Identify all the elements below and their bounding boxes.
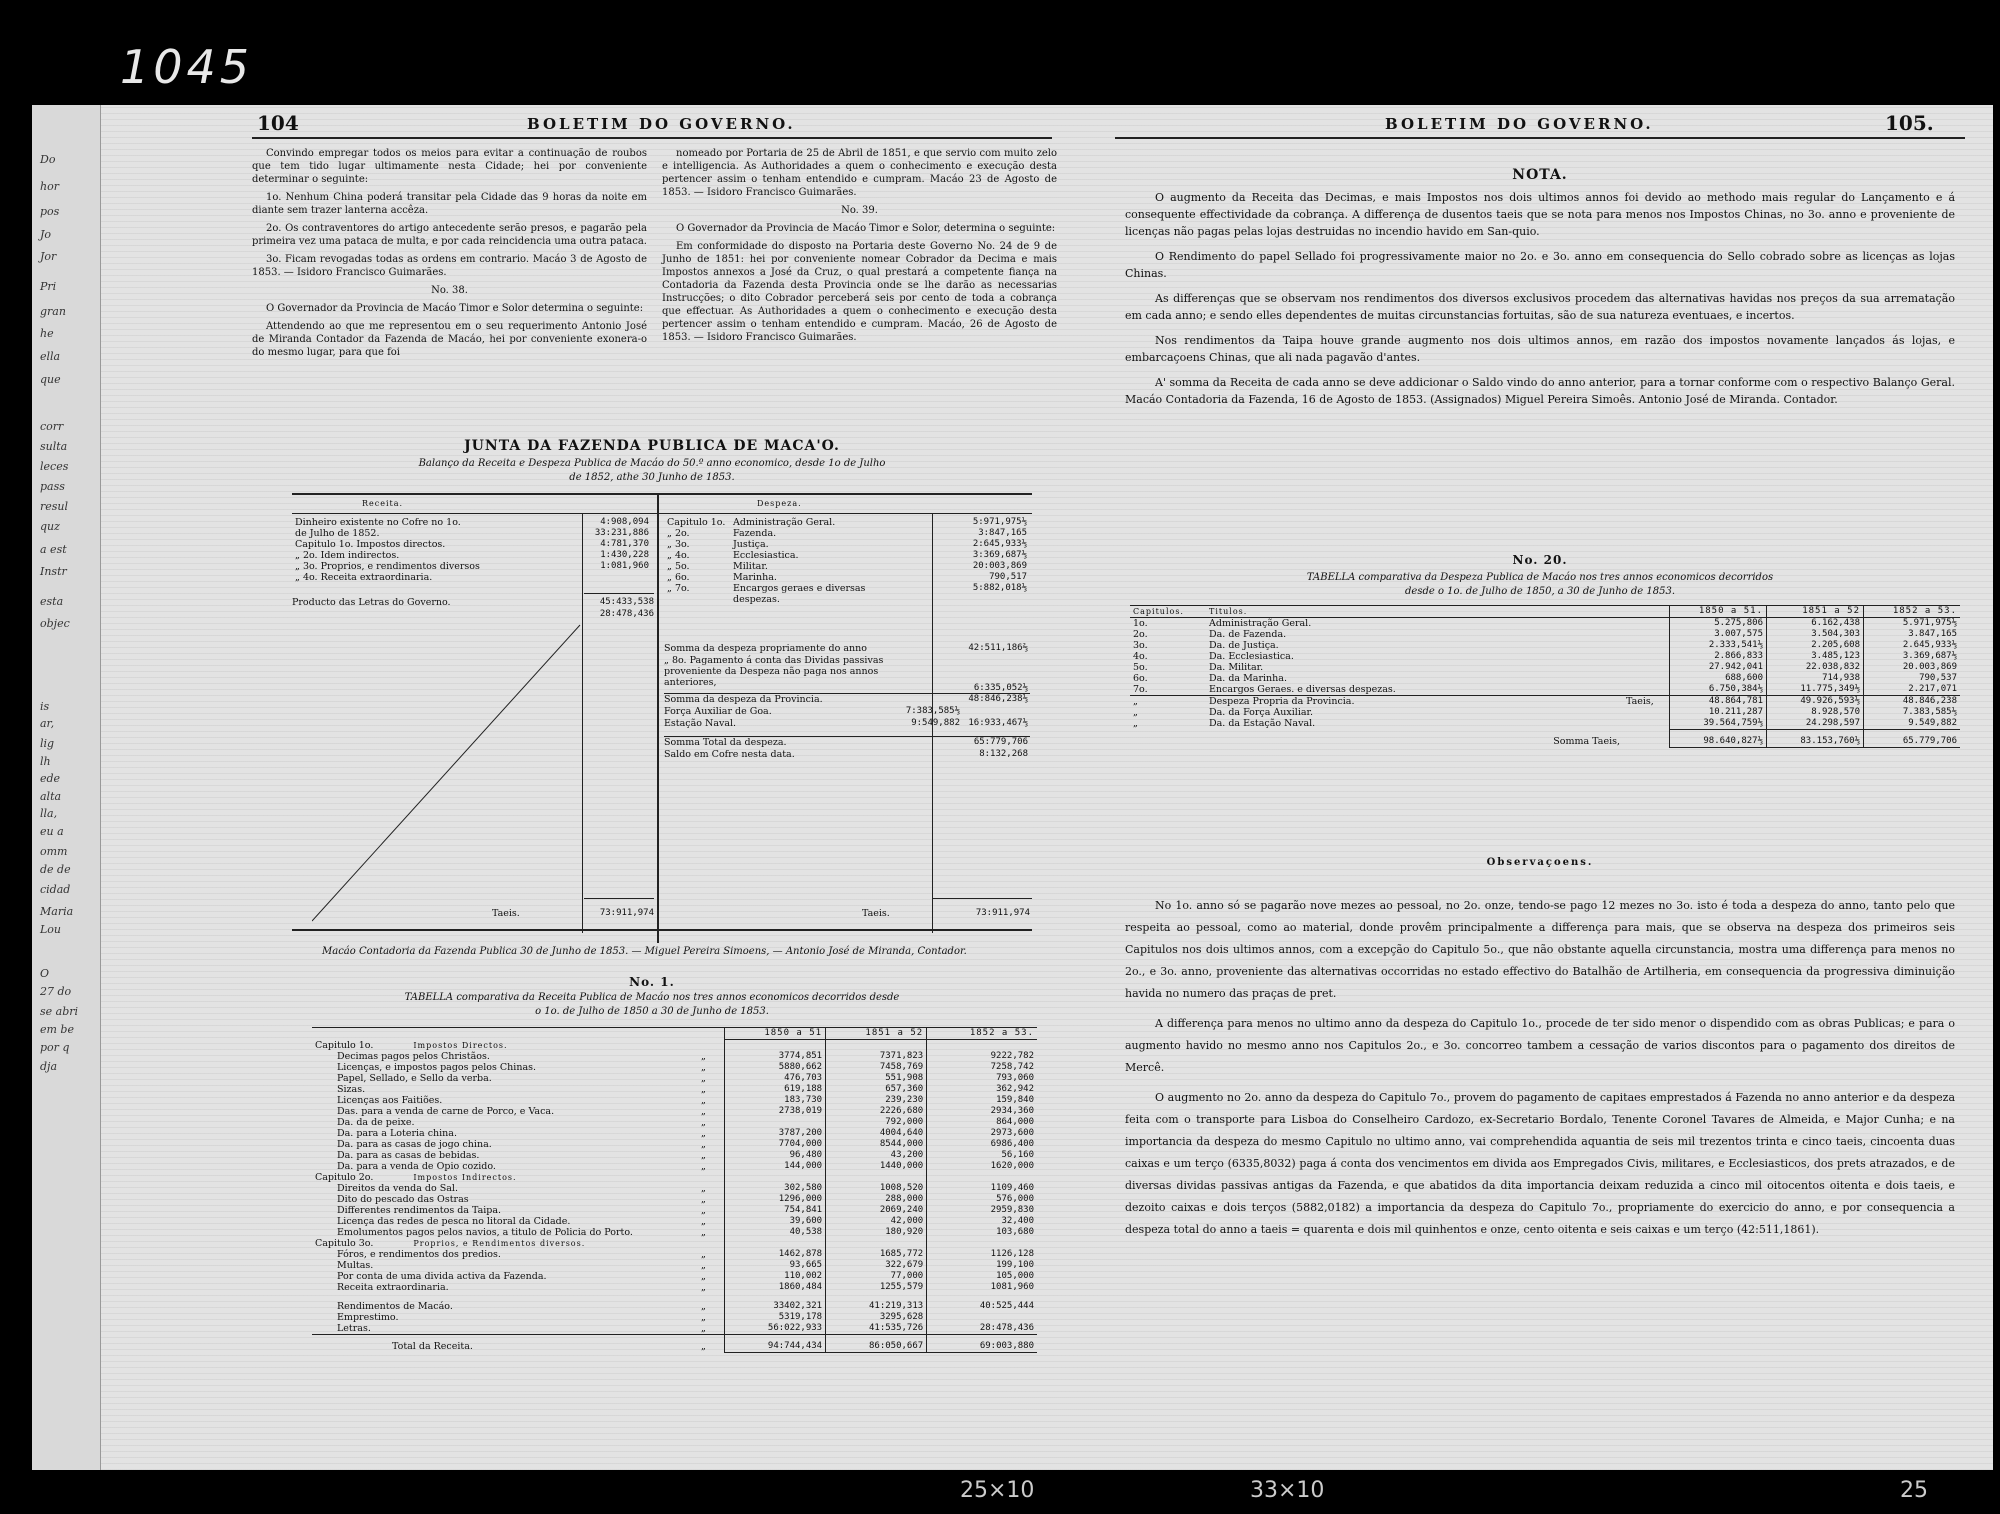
paragraph: 3o. Ficam revogadas todas as ordens em contrario. Macáo 3 de Agosto de 1853. — Isidoro Francisco Guimarães. [252, 254, 647, 278]
table-row: Da. para as casas de bebidas. „ 96,480 43,200 56,160 [312, 1150, 1037, 1161]
despeza-total: 73:911,974 [975, 908, 1030, 918]
receita-header: Receita. [362, 499, 404, 508]
margin-word: Pri [40, 280, 57, 293]
margin-word: leces [40, 460, 69, 473]
margin-word: gran [40, 305, 66, 318]
margin-word: eu a [40, 825, 64, 838]
margin-word: dja [40, 1060, 58, 1073]
table-row: Direitos da venda do Sal. „ 302,580 1008,520 1109,460 [312, 1183, 1037, 1194]
despeza-row: „ 4o. Ecclesiastica. 3:369,687⅓ [667, 550, 1027, 561]
margin-word: esta [40, 595, 64, 608]
paragraph: Em conformidade do disposto na Portaria deste Governo No. 24 de 9 de Junho de 1851: hei por conveniente nomear Cobrador da Decima e mais Impostos annexos a José da Cruz, o qual prestará a competente fiança na Contadoria da Fazenda desta Provincia onde se lhe darão as necessarias Instrucções; o dito Cobrador perceberá seis por cento de toda a cobrança que effectuar. As Authoridades a quem o conhecimento e execução desta pertencer assim o tenham entendido e cumpram. Macáo, 26 de Agosto de 1853. — Isidoro Francisco Guimarães. [662, 241, 1057, 343]
receita-list [292, 517, 652, 583]
table-row: Letras. „ 56:022,933 41:535,726 28:478,436 [312, 1323, 1037, 1335]
year-header: 1851 a 52 [1767, 606, 1864, 618]
year-header: 1852 a 53. [1864, 606, 1961, 618]
table-row: 7o. Encargos Geraes. e diversas despezas. 6.750,384⅓ 11.775,349⅓ 2.217,071 [1130, 684, 1960, 696]
receita-total: 73:911,974 [599, 908, 654, 918]
despeza-row: „ 2o. Fazenda. 3:847,165 [667, 528, 1027, 539]
observacoens-title: Observaçoens. [1486, 857, 1594, 868]
header-rule [1115, 137, 1965, 139]
table-number: No. 1. [629, 975, 675, 989]
contadoria-note: Macáo Contadoria da Fazenda Publica 30 de Junho de 1853. — Miguel Pereira Simoens, — Antonio José de Miranda, Contador. [322, 946, 967, 957]
margin-word: objec [40, 617, 70, 630]
footer-mark: 25 [1900, 1478, 1928, 1503]
margin-word: resul [40, 500, 69, 513]
margin-word: Jo [40, 228, 52, 241]
balanco-table [292, 493, 1032, 943]
table-number: No. 20. [1512, 553, 1568, 567]
table-row: 1o. Administração Geral. 5.275,806 6.162,438 5.971,975⅓ [1130, 618, 1960, 630]
margin-word: de de [40, 863, 71, 876]
table-caption: Balanço da Receita e Despeza Publica de Macáo do 50.º anno economico, desde 1o de Julho de 1852, athe 30 Junho de 1853. [418, 458, 886, 483]
margin-word: 27 do [40, 985, 72, 998]
paragraph: O Governador da Provincia de Macáo Timor e Solor determina o seguinte: [266, 303, 644, 314]
page-number: 104 [257, 111, 299, 135]
table-row: 2o. Da. de Fazenda. 3.007,575 3.504,303 3.847,165 [1130, 629, 1960, 640]
table-row: 6o. Da. da Marinha. 688,600 714,938 790,537 [1130, 673, 1960, 684]
despeza-taeis: Taeis. [862, 908, 890, 919]
margin-word: a est [40, 543, 67, 556]
margin-word: Maria [40, 905, 74, 918]
table-row: Capitulo 2o. Impostos Indirectos. [312, 1172, 1037, 1183]
table-row: Receita extraordinaria. „ 1860,484 1255,579 1081,960 [312, 1282, 1037, 1293]
table-caption: TABELLA comparativa da Despeza Publica de Macáo nos tres annos economicos decorridos desde o 1o. de Julho de 1850, a 30 de Junho de 1853. [1306, 572, 1774, 597]
paragraph: O Governador da Provincia de Macáo Timor e Solor, determina o seguinte: [676, 223, 1056, 234]
receita-row: „ 2o. Idem indirectos. 1:430,228 [295, 550, 649, 561]
table-row: Multas. „ 93,665 322,679 199,100 [312, 1260, 1037, 1271]
despeza-row: „ 3o. Justiça. 2:645,933⅓ [667, 539, 1027, 550]
receita-row: de Julho de 1852. 33:231,886 [295, 528, 649, 539]
margin-word: por q [40, 1041, 70, 1054]
nota-text [1125, 189, 1955, 416]
right-page [1075, 105, 1993, 1470]
tabella-despeza [1130, 605, 1960, 748]
despeza-summary: Somma da despeza propriamente do anno 42:511,186⅔ „ 8o. Pagamento á conta das Dividas passivas proveniente da Despeza não paga nos annos anteriores, 6:335,052⅓ Somma da despeza da Provincia. 48:846,238⅓ Força Auxiliar de Goa. 7:383,585⅓ Estação Naval. 9:549,882 16:933,467⅓ Somma Total da despeza. 65:779,706 Saldo em Cofre nesta data. 8:132,268 [664, 643, 1028, 760]
receita-row: „ 3o. Proprios, e rendimentos diversos 1:081,960 [295, 561, 649, 572]
table-row: 3o. Da. de Justiça. 2.333,541⅓ 2.205,608 2.645,933⅓ [1130, 640, 1960, 651]
despeza-header: Despeza. [757, 499, 802, 508]
margin-word: Do [40, 153, 56, 166]
margin-word: Lou [40, 923, 62, 936]
margin-word: cidad [40, 883, 71, 896]
table-row: Emprestimo. „ 5319,178 3295,628 [312, 1312, 1037, 1323]
margin-word: que [40, 373, 61, 386]
table-row: Licença das redes de pesca no litoral da Cidade. „ 39,600 42,000 32,400 [312, 1216, 1037, 1227]
year-header: 1850 a 51. [1670, 606, 1767, 618]
paragraph: O Rendimento do papel Sellado foi progressivamente maior no 2o. e 3o. anno em consequencia do Sello cobrado sobre as licenças as lojas Chinas. [1125, 250, 1955, 280]
margin-word: Jor [40, 250, 57, 263]
margin-word: he [40, 327, 54, 340]
table-row [312, 1293, 1037, 1301]
margin-word: corr [40, 420, 64, 433]
letras-label: Producto das Letras do Governo. [292, 597, 451, 608]
column-2 [662, 147, 1057, 349]
page-number: 105. [1885, 111, 1934, 135]
table-row: Fóros, e rendimentos dos predios. „ 1462,878 1685,772 1126,128 [312, 1249, 1037, 1260]
nota-title: NOTA. [1512, 167, 1568, 183]
table-row: Por conta de uma divida activa da Fazenda. „ 110,002 77,000 105,000 [312, 1271, 1037, 1282]
page-header: BOLETIM DO GOVERNO. [527, 115, 796, 133]
paragraph: A differença para menos no ultimo anno da despeza do Capitulo 1o., procede de ter sido menor o dispendido com as obras Publicas; e para o augmento havido no mesmo anno nos Capitulos 2o., e 3o. concorreo tambem a cessação de varios discontos para o pagamento dos direitos de Mercê. [1125, 1017, 1955, 1074]
tabella-despeza-grid [1130, 605, 1960, 748]
table-row: Papel, Sellado, e Sello da verba. „ 476,703 551,908 793,060 [312, 1073, 1037, 1084]
table-row: Dito do pescado das Ostras „ 1296,000 288,000 576,000 [312, 1194, 1037, 1205]
margin-strip [32, 105, 101, 1470]
despeza-row: „ 7o. Encargos geraes e diversas despezas. 5:882,018⅓ [667, 583, 1027, 605]
table-row: Capitulo 1o. Impostos Directos. [312, 1040, 1037, 1051]
margin-word: is [40, 700, 50, 713]
margin-word: ella [40, 350, 61, 363]
left-page [32, 105, 1087, 1470]
receita-sum: 45:433,538 [599, 597, 654, 607]
margin-word: sulta [40, 440, 68, 453]
table-row: Rendimentos de Macáo. „ 33402,321 41:219,313 40:525,444 [312, 1301, 1037, 1312]
col-header: Titulos. [1209, 607, 1248, 616]
table-row: „ Despeza Propria da Provincia. Taeis, 48.864,781 49.926,593⅓ 48.846,238 [1130, 696, 1960, 708]
despeza-row: „ 5o. Militar. 20:003,869 [667, 561, 1027, 572]
table-caption: TABELLA comparativa da Receita Publica de Macáo nos tres annos economicos decorridos desde o 1o. de Julho de 1850 a 30 de Junho de 1853. [404, 992, 900, 1017]
margin-word: lla, [40, 807, 58, 820]
margin-word: pos [40, 205, 60, 218]
tabella-receita-grid [312, 1027, 1037, 1353]
margin-word: alta [40, 790, 62, 803]
margin-word: quz [40, 520, 60, 533]
paragraph: 2o. Os contraventores do artigo antecedente serão presos, e pagarão pela primeira vez uma pataca de multa, e por cada reincidencia uma outra pataca. [252, 223, 647, 247]
header-rule [252, 137, 1052, 139]
table-row: 5o. Da. Militar. 27.942,041 22.038,832 20.003,869 [1130, 662, 1960, 673]
table-row: Da. para a Loteria china. „ 3787,200 4004,640 2973,600 [312, 1128, 1037, 1139]
cancel-diagonal [312, 623, 582, 923]
margin-word: se abri [40, 1005, 79, 1018]
table-row: Differentes rendimentos da Taipa. „ 754,841 2069,240 2959,830 [312, 1205, 1037, 1216]
table-row: Da. da de peixe. „ 792,000 864,000 [312, 1117, 1037, 1128]
column-1 [252, 147, 647, 364]
margin-word: lh [40, 755, 51, 768]
paragraph: nomeado por Portaria de 25 de Abril de 1851, e que servio com muito zelo e intelligencia. As Authoridades a quem o conhecimento e execução desta pertencer assim o tenham entendido e cumpram. Macáo 23 de Agosto de 1853. — Isidoro Francisco Guimarães. [662, 148, 1057, 198]
table-row: 4o. Da. Ecclesiastica. 2.866,833 3.485,123 3.369,687⅓ [1130, 651, 1960, 662]
margin-word: O [40, 967, 50, 980]
table-row: Das. para a venda de carne de Porco, e Vaca. „ 2738,019 2226,680 2934,360 [312, 1106, 1037, 1117]
receita-row: „ 4o. Receita extraordinaria. [295, 572, 433, 583]
table-row: Licenças aos Faitiões. „ 183,730 239,230 159,840 [312, 1095, 1037, 1106]
table-row: Sizas. „ 619,188 657,360 362,942 [312, 1084, 1037, 1095]
receita-taeis: Taeis. [492, 908, 520, 919]
year-header: 1850 a 51 [725, 1028, 826, 1040]
paragraph: Attendendo ao que me representou em o seu requerimento Antonio José de Miranda Contador da Fazenda de Macáo, hei por conveniente exonera-o do mesmo lugar, para que foi [252, 321, 647, 358]
despeza-row: „ 6o. Marinha. 790,517 [667, 572, 1027, 583]
paragraph: Nos rendimentos da Taipa houve grande augmento nos dois ultimos annos, em razão dos impostos novamente lançados ás lojas, e embarcaçoens Chinas, que ali nada pagavão d'antes. [1125, 334, 1955, 364]
margin-word: ar, [40, 717, 55, 730]
col-header: Capitulos. [1133, 607, 1184, 616]
margin-word: Instr [40, 565, 67, 578]
despeza-row: Capitulo 1o. Administração Geral. 5:971,975⅓ [667, 517, 1027, 528]
decree-number: No. 39. [841, 205, 878, 216]
footer-mark: 25×10 [960, 1478, 1035, 1503]
table-row: Da. para a venda de Opio cozido. „ 144,000 1440,000 1620,000 [312, 1161, 1037, 1172]
paragraph: As differenças que se observam nos rendimentos dos diversos exclusivos procedem das alternativas havidas nos preços da sua arrematação em cada anno; e sendo elles dependentes de muitas circunstancias fortuitas, são de sua natureza eventuaes, e incertos. [1125, 292, 1955, 322]
table-row: „ Da. da Força Auxiliar. 10.211,287 8.928,570 7.383,585⅓ [1130, 707, 1960, 718]
paragraph: Convindo empregar todos os meios para evitar a continuação de roubos que tem tido lugar ultimamente nesta Cidade; hei por conveniente determinar o seguinte: [252, 148, 647, 185]
page-header: BOLETIM DO GOVERNO. [1385, 115, 1654, 133]
table-row: Decimas pagos pelos Christãos. „ 3774,851 7371,823 9222,782 [312, 1051, 1037, 1062]
section-title: JUNTA DA FAZENDA PUBLICA DE MACA'O. [464, 438, 840, 454]
table-row: Capitulo 3o. Proprios, e Rendimentos diversos. [312, 1238, 1037, 1249]
paragraph: A' somma da Receita de cada anno se deve addicionar o Saldo vindo do anno anterior, para a tornar conforme com o respectivo Balanço Geral. Macáo Contadoria da Fazenda, 16 de Agosto de 1853. (Assignados) Miguel Pereira Simoês. Antonio José de Miranda. Contador. [1125, 376, 1955, 406]
table-row: Emolumentos pagos pelos navios, a titulo de Policia do Porto. „ 40,538 180,920 103,680 [312, 1227, 1037, 1238]
total-row: Somma Taeis, 98.640,827⅓ 83.153,760⅓ 65.779,706 [1130, 730, 1960, 748]
paragraph: O augmento da Receita das Decimas, e mais Impostos nos dois ultimos annos foi devido ao methodo mais regular do Lançamento e á consequente effectividade da cobrança. A differença de dusentos taeis que se nota para menos nos Impostos Chinas, no 3o. anno e proveniente de licenças não pagas pelas lojas destruidas no incendio havido em San-quio. [1125, 191, 1955, 238]
year-header: 1851 a 52 [826, 1028, 927, 1040]
margin-word: omm [40, 845, 68, 858]
table-row: „ Da. da Estação Naval. 39.564,759⅓ 24.298,597 9.549,882 [1130, 718, 1960, 730]
decree-number: No. 38. [431, 285, 468, 296]
tabella-receita [312, 1027, 1037, 1353]
letras-value: 28:478,436 [599, 609, 654, 619]
year-header: 1852 a 53. [927, 1028, 1037, 1040]
paragraph: 1o. Nenhum China poderá transitar pela Cidade das 9 horas da noite em diante sem trazer lanterna accêza. [252, 192, 647, 216]
table-row: Da. para as casas de jogo china. „ 7704,000 8544,000 6986,400 [312, 1139, 1037, 1150]
paragraph: No 1o. anno só se pagarão nove mezes ao pessoal, no 2o. onze, tendo-se pago 12 mezes no 3o. isto é toda a despeza do anno, tanto pelo que respeita ao pessoal, como ao material, donde provêm principalmente a differença para mais, que se observa na despeza dos primeiros seis Capitulos nos dois ultimos annos, com a excepção do Capitulo 5o., que não obstante aquella circunstancia, mostra uma differença para menos no 2o., e 3o. anno, proveniente das alternativas occorridas no estado effectivo do Batalhão de Artilheria, em consequencia da progressiva diminuição havida no numero das praças de pret. [1125, 899, 1955, 1000]
paragraph: O augmento no 2o. anno da despeza do Capitulo 7o., provem do pagamento de capitaes emprestados á Fazenda no anno anterior e da despeza feita com o transporte para Lisboa do Conselheiro Cardozo, ex-Secretario Bordalo, Tenente Coronel Tavares de Almeida, e Major Cunha; e na importancia da despeza do mesmo Capitulo no ultimo anno, vai comprehendida aquantia de seis mil trezentos trinta e cinco taeis, cincoenta duas caixas e um terço (6335,8032) paga á conta dos vencimentos em divida aos Empregados Civis, militares, e Ecclesiasticos, dos prets atrazados, e de diversas dividas passivas antigas da Fazenda, e que abatidos da dita importancia deixam reduzida a cinco mil oitocentos oitenta e dois taeis, e dezoito caixas e dois terços (5882,0182) a importancia da despeza do Capitulo 7o., propriamente do exercicio do anno, e por consequencia a despeza total do anno a taeis = quarenta e dois mil quinhentos e onze, cento oitenta e seis caixas e um terço (42:511,1861). [1125, 1091, 1955, 1236]
margin-word: pass [40, 480, 65, 493]
margin-word: lig [40, 737, 55, 750]
receita-row: Capitulo 1o. Impostos directos. 4:781,370 [295, 539, 649, 550]
table-row: Licenças, e impostos pagos pelos Chinas. „ 5880,662 7458,769 7258,742 [312, 1062, 1037, 1073]
film-frame-number: 1045 [120, 40, 254, 94]
despeza-list [664, 517, 1030, 605]
total-row: Total da Receita. „ 94:744,434 86:050,667 69:003,880 [312, 1334, 1037, 1352]
margin-word: em be [40, 1023, 74, 1036]
margin-word: hor [40, 180, 59, 193]
observacoens-text [1125, 895, 1955, 1249]
margin-word: ede [40, 772, 61, 785]
footer-mark: 33×10 [1250, 1478, 1325, 1503]
receita-row: Dinheiro existente no Cofre no 1o. 4:908,094 [295, 517, 649, 528]
